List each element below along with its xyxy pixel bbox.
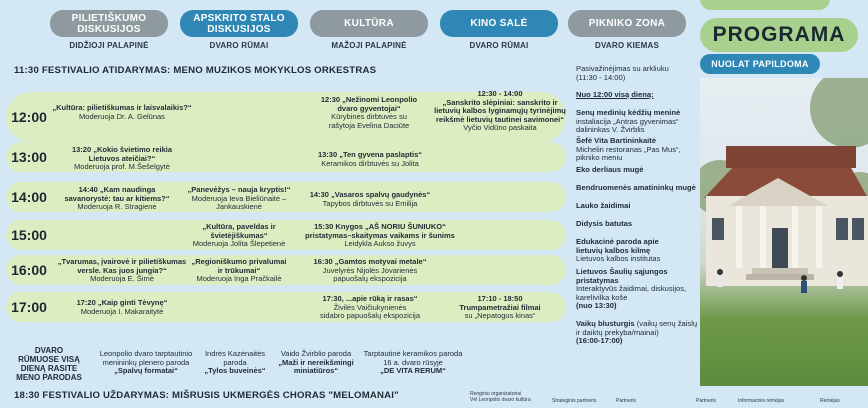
sidebar-item: [576, 238, 696, 264]
event-time: 12:30 - 14:00: [477, 89, 523, 98]
venue-pill-kino: KINO SALĖ: [440, 10, 558, 37]
event-title: „Regioniškumo privalumai: [191, 257, 287, 266]
sidebar-title: Pasivažinėjimas su arkliuku: [576, 64, 669, 73]
footer-partner-1: Partneris: [616, 398, 637, 404]
sidebar-item: [576, 137, 696, 163]
exhibit-title: „Maži ir nereikšmingi: [278, 357, 354, 367]
venue-place-kino: DVARO RŪMAI: [469, 41, 529, 50]
sidebar-line: (11:30 - 14:00): [576, 72, 626, 82]
event-title: „Panevėžys – nauja kryptis!“: [187, 185, 291, 194]
event-title: „Tvarumas, įvairovė ir pilietiškumas: [57, 257, 187, 266]
sidebar-title: Nuo 12:00 visą dieną:: [576, 90, 654, 99]
event-title: 17:30, ...apie rūką ir rasas“: [322, 294, 418, 303]
event-13-pilietiskumas: [52, 146, 192, 172]
sidebar-line: pristatymas: [576, 275, 619, 285]
event-moderator: Moderuoja Jolita Šlepetienė: [192, 239, 286, 249]
event-title: 14:30 „Vasaros spalvų gaudynės“: [309, 190, 431, 199]
event-14-apskrito: [180, 186, 298, 212]
sidebar-item: [576, 268, 696, 311]
footer-label: Renginio organizatoriai: [470, 391, 522, 397]
event-desc-cont: rašytoja Evelina Daciūte: [328, 120, 410, 130]
event-desc-cont: papuošalų ekspozicija: [333, 274, 407, 284]
event-title-cont: ir trūkumai“: [217, 265, 261, 275]
hour-label-15: 15:00: [11, 227, 47, 243]
sidebar-line: pikniko meniu: [576, 153, 623, 163]
sidebar-title: Vaikų blusturgis: [576, 319, 635, 328]
sidebar-item: [576, 166, 696, 175]
closing-announcement: 18:30 FESTIVALIO UŽDARYMAS: MIŠRUSIS UKMERGĖS CHORAS "MELOMANAI": [14, 390, 399, 401]
sidebar-line: dalininkas V. Žvirblis: [576, 125, 645, 135]
exhibit-line: paroda: [223, 357, 247, 367]
exhibit-item-2: [200, 350, 270, 376]
event-moderator: Moderuoja R. Stragienė: [77, 202, 157, 212]
event-moderator: Moderuoja E. Šimė: [90, 274, 154, 284]
event-desc: Kūrybinės dirbtuvės su: [331, 112, 407, 122]
event-title: 14:40 „Kam naudinga: [78, 185, 156, 194]
event-moderator: Moderuoja Ieva Bieliūnaitė –: [191, 193, 287, 203]
program-subtitle-pill: [700, 54, 820, 74]
event-title-cont: dvaro gyventojai“: [337, 103, 401, 113]
exhibit-line: Vaido Žvirblio paroda: [280, 349, 352, 358]
venue-pill-pikniko: PIKNIKO ZONA: [568, 10, 686, 37]
event-14-pilietiskumas: [52, 186, 182, 212]
sidebar-title: Didysis batutas: [576, 219, 633, 228]
event-title: Trumpametražiai filmai: [459, 302, 541, 312]
footer-strategic: Strateginis partneris: [552, 398, 597, 404]
event-time: 17:10 - 18:50: [477, 294, 523, 303]
program-title-pill: [700, 18, 858, 52]
event-12-kino: [430, 90, 570, 133]
event-publisher: Leidykla Aukso žuvys: [344, 239, 416, 249]
event-title-cont: švietėjiškumas“: [210, 230, 268, 240]
event-title: 12:30 „Nežinomi Leonpolio: [320, 95, 418, 104]
event-17-kultura: [300, 295, 440, 321]
hour-label-16: 16:00: [11, 262, 47, 278]
opening-announcement: 11:30 FESTIVALIO ATIDARYMAS: MENO MUZIKOS MOKYKLOS ORKESTRAS: [14, 65, 377, 76]
hour-label-17: 17:00: [11, 299, 47, 315]
event-17-kino: [440, 295, 560, 321]
hour-label-14: 14:00: [11, 189, 47, 205]
sidebar-item: [576, 91, 696, 100]
footer-organizer: [470, 391, 531, 403]
event-17-pilietiskumas: [52, 299, 192, 316]
footer-info: Informacinis rėmėjas: [738, 398, 785, 404]
event-14-kultura: [300, 191, 440, 208]
sidebar-item: [576, 109, 696, 135]
event-desc-cont: sidabro papuošalų ekspozicija: [319, 311, 421, 321]
event-title: „Kultūra, paveldas ir: [202, 222, 276, 231]
hour-label-13: 13:00: [11, 149, 47, 165]
event-moderator-cont: Jankauskienė: [216, 202, 262, 212]
event-title-cont: pristatymas–skaitymas vaikams ir šunims: [305, 230, 455, 240]
hour-label-12: 12:00: [11, 109, 47, 125]
event-title-cont: lietuvių kalbos lyginamųjų tyrinėjimų: [434, 106, 566, 116]
exhibits-title-line: RŪMUOSE VISĄ: [18, 355, 80, 364]
event-desc: su „Nepatogus kinas“: [464, 311, 536, 321]
event-12-kultura: [310, 96, 428, 130]
event-15-apskrito: [180, 223, 298, 249]
event-desc: Živilės Vaičiukynienės: [333, 302, 407, 312]
sidebar-line: instaliacija „Antras gyvenimas“: [576, 116, 679, 126]
event-moderator: Moderuoja Inga Pračkailė: [196, 274, 282, 284]
event-lecturer: Vyčio Vidūno paskaita: [463, 123, 537, 133]
exhibit-item-1: [90, 350, 202, 376]
sidebar-title: Lietuvos Šaulių sąjungos: [576, 267, 668, 276]
sidebar-line: karelivilka košė: [576, 292, 628, 302]
program-pill-top: [700, 0, 830, 10]
exhibit-title-cont: miniatiūros“: [293, 366, 339, 376]
sidebar-line: lietuvių kalbos kilmę: [576, 245, 651, 255]
exhibits-title-line: DVARO: [34, 346, 64, 355]
footer-sponsor: Rėmėjas: [820, 398, 840, 404]
sidebar-item: [576, 184, 696, 193]
sidebar-title: Edukacinė paroda apie: [576, 237, 659, 246]
sidebar-line: (16:00-17:00): [576, 336, 623, 346]
event-13-kultura: [300, 151, 440, 168]
exhibit-title: „DE VITA RERUM“: [380, 366, 446, 376]
sidebar-title: Lauko žaidimai: [576, 201, 631, 210]
event-16-pilietiskumas: [52, 258, 192, 284]
exhibit-item-3: [266, 350, 366, 376]
manor-photo: [700, 78, 868, 386]
event-desc: Tapybos dirbtuvės su Emilija: [322, 198, 418, 208]
venue-place-pikniko: DVARO KIEMAS: [594, 41, 660, 50]
sidebar-line: (vaikų senų žaislų: [636, 319, 698, 328]
event-desc: Keramikos dirbtuvės su Jolita: [321, 158, 419, 168]
event-moderator: Moderuoja I. Makaraitytė: [80, 306, 164, 316]
exhibits-title-line: MENO PARODAS: [16, 373, 82, 382]
sidebar-item: [576, 220, 696, 229]
sidebar-title: Šefė Vita Bartininkaitė: [576, 136, 657, 145]
event-title: „Sanskrito slėpiniai: sanskrito ir: [442, 97, 558, 107]
event-15-kultura: [300, 223, 460, 249]
program-title: PROGRAMA: [712, 23, 846, 46]
event-desc: Juvelyrės Nijolės Jovarienės: [322, 265, 418, 275]
event-title: 15:30 Knygos „AŠ NORIU ŠUNIUKO“: [314, 222, 446, 231]
exhibit-line: Tarptautinė keramikos paroda: [363, 349, 463, 358]
sidebar-line: ir daiktų prekyba/mainai): [576, 327, 659, 337]
event-title: 17:20 „Kaip ginti Tėvynę“: [76, 298, 168, 307]
event-title-cont: versle. Kas juos jungia?“: [77, 265, 167, 275]
exhibit-item-4: [358, 350, 468, 376]
sidebar-item: [576, 65, 696, 82]
exhibits-title: [14, 346, 84, 382]
exhibits-title-line: DIENĄ RASITE: [20, 364, 78, 373]
event-moderator: Moderuoja prof. M.Šešelgytė: [74, 162, 170, 172]
exhibit-title: „Tylos buveinės“: [204, 366, 266, 376]
exhibit-line: Leonpolio dvaro tarptautinio: [99, 349, 193, 358]
sidebar-line: (nuo 13:30): [576, 301, 617, 311]
venue-place-pilietiskumo: DIDŽIOJI PALAPINĖ: [69, 41, 149, 50]
event-12-pilietiskumas: [52, 104, 192, 121]
venue-place-apskrito: DVARO RŪMAI: [209, 41, 269, 50]
sidebar-title: Eko derliaus mugė: [576, 165, 644, 174]
sidebar-line: Lietuvos kalbos institutas: [576, 254, 661, 264]
venue-pill-kultura: KULTŪRA: [310, 10, 428, 37]
event-title: 16:30 „Gamtos motyvai metale“: [313, 257, 427, 266]
sidebar-item: [576, 202, 696, 211]
sidebar-title: Bendruomenės amatininkų mugė: [576, 183, 696, 192]
event-title: 13:20 „Kokio švietimo reikia: [71, 145, 173, 154]
manor-illustration: [700, 78, 868, 386]
footer-label: Vėl Leonpolio dvaro kultūra: [470, 397, 531, 403]
venue-pill-pilietiskumo: PILIETIŠKUMO DISKUSIJOS: [50, 10, 168, 37]
sidebar-title: Senų medinių kėdžių meninė: [576, 108, 681, 117]
venue-pill-apskrito: APSKRITO STALO DISKUSIJOS: [180, 10, 298, 37]
event-16-apskrito: [180, 258, 298, 284]
exhibit-line: 16 a. dvaro rūsyje: [383, 357, 443, 367]
event-title-cont: Lietuvos ateičiai?“: [88, 153, 156, 163]
event-title: 13:30 „Ten gyvena paslaptis“: [317, 150, 423, 159]
sidebar-item: [576, 320, 700, 346]
exhibit-title: „Spalvų formatai“: [114, 366, 178, 376]
event-title-cont: savanorystė: tau ar kitiems?“: [64, 193, 170, 203]
program-subtitle: NUOLAT PAPILDOMA: [711, 59, 809, 69]
event-16-kultura: [300, 258, 440, 284]
exhibit-line: Indrės Kazėnaitės: [204, 349, 266, 358]
event-moderator: Moderuoja Dr. A. Gelūnas: [79, 111, 165, 121]
venue-place-kultura: MAŽOJI PALAPINĖ: [331, 41, 407, 50]
exhibit-line: menininkų plenero paroda: [102, 357, 190, 367]
sidebar-line: Interaktyvūs žaidimai, diskusijos,: [576, 284, 687, 294]
event-title: „Kultūra: pilietiškumas ir laisvalaikis?“: [52, 103, 192, 112]
sidebar-line: Michelin restoranas „Pas Mus“,: [576, 144, 681, 154]
event-title-cont2: reikšmė lietuvių tautinei savimonei“: [436, 114, 564, 124]
footer-partner-2: Partneris: [696, 398, 717, 404]
